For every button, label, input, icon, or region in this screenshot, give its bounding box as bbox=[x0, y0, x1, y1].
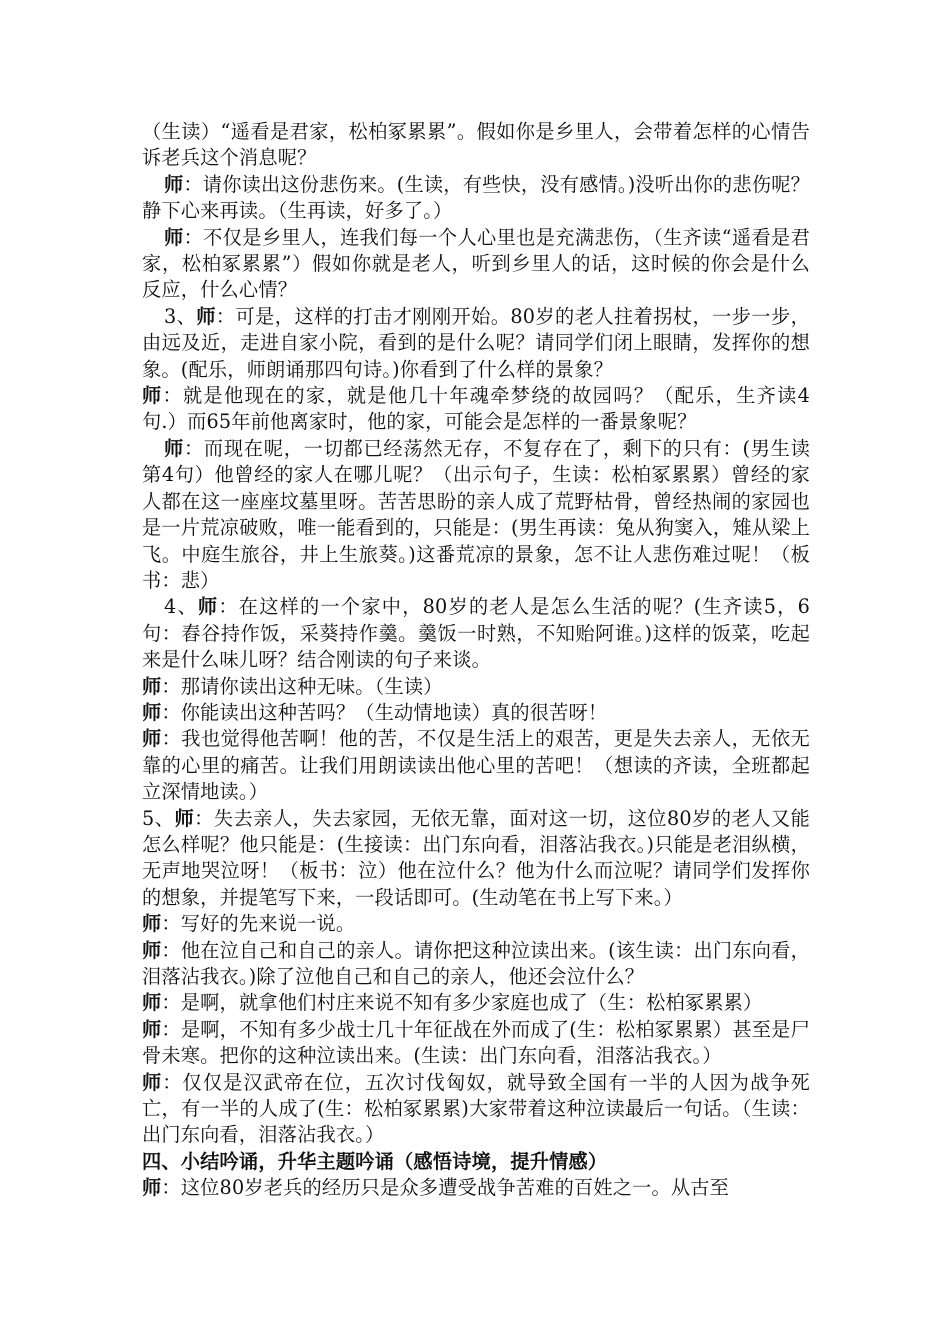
paragraph-text: ：是啊，不知有多少战士几十年征战在外而成了(生：松柏冢累累）甚至是尸骨未寒。把你的这种泣读出来。(生读：出门东向看，泪落沾我衣。） bbox=[142, 1017, 810, 1068]
paragraph-text: ：在这样的一个家中，80岁的老人是怎么生活的呢？(生齐读5，6句：舂谷持作饭，采葵持作羹。羹饭一时熟，不知贻阿谁。)这样的饭菜，吃起来是什么味儿呀？结合刚读的句子来谈。 bbox=[142, 595, 811, 672]
paragraph-text: ：是啊，就拿他们村庄来说不知有多少家庭也成了（生：松柏冢累累） bbox=[161, 991, 763, 1015]
paragraph bbox=[142, 172, 810, 225]
section-heading bbox=[142, 1149, 810, 1175]
paragraph-text: ：可是，这样的打击才刚刚开始。80岁的老人拄着拐杖，一步一步，由远及近，走进自家小院，看到的是什么呢？请同学们闭上眼睛，发挥你的想象。(配乐，师朗诵那四句诗。)你看到了什么样的景象？ bbox=[142, 304, 810, 381]
teacher-label: 师 bbox=[164, 225, 184, 249]
paragraph bbox=[142, 383, 810, 436]
paragraph-text: ：失去亲人，失去家园，无依无靠，面对这一切，这位80岁的老人又能怎么样呢？他只能是：(生接读：出门东向看，泪落沾我衣。)只能是老泪纵横，无声地哭泣呀！（板书：泣）他在泣什么？他为什么而泣呢？请同学们发挥你的想象，并提笔写下来，一段话即可。(生动笔在书上写下来。） bbox=[142, 806, 810, 909]
paragraph-text: ：他在泣自己和自己的亲人。请你把这种泣读出来。(该生读：出门东向看，泪落沾我衣。)除了泣他自己和自己的亲人，他还会泣什么？ bbox=[142, 938, 810, 988]
paragraph bbox=[142, 225, 810, 304]
paragraph bbox=[142, 911, 810, 937]
paragraph-text: ：你能读出这种苦吗？（生动情地读）真的很苦呀！ bbox=[161, 700, 608, 724]
step-number: 4、 bbox=[164, 595, 198, 619]
paragraph bbox=[142, 1017, 810, 1070]
paragraph-text: ：仅仅是汉武帝在位，五次讨伐匈奴，就导致全国有一半的人因为战争死亡，有一半的人成了(生：松柏冢累累)大家带着这种泣读最后一句话。（生读：出门东向看，泪落沾我衣。） bbox=[142, 1070, 811, 1147]
step-number: 5、 bbox=[142, 806, 175, 830]
paragraph bbox=[142, 938, 810, 991]
teacher-label: 师 bbox=[142, 991, 162, 1015]
paragraph-text: ：就是他现在的家，就是他几十年魂牵梦绕的故园吗？（配乐，生齐读4句.）而65年前他离家时，他的家，可能会是怎样的一番景象呢？ bbox=[142, 384, 811, 434]
paragraph bbox=[142, 674, 810, 700]
paragraph bbox=[142, 1070, 810, 1149]
paragraph bbox=[142, 119, 810, 172]
paragraph bbox=[142, 304, 810, 383]
teacher-label: 师 bbox=[142, 1070, 163, 1094]
teacher-label: 师 bbox=[196, 304, 216, 328]
teacher-label: 师 bbox=[142, 674, 162, 698]
paragraph-text: ：不仅是乡里人，连我们每一个人心里也是充满悲伤，（生齐读“遥看是君家，松柏冢累累”）假如你就是老人，听到乡里人的话，这时候的你会是什么反应，什么心情？ bbox=[142, 225, 811, 302]
paragraph-text: ：而现在呢，一切都已经荡然无存，不复存在了，剩下的只有：(男生读第4句）他曾经的家人在哪儿呢？（出示句子，生读：松柏冢累累）曾经的家人都在这一座座坟墓里呀。苦苦思盼的亲人成了荒野枯骨，曾经热闹的家园也是一片荒凉破败，唯一能看到的，只能是：(男生再读：兔从狗窦入，雉从梁上飞。中庭生旅谷，井上生旅葵。)这番荒凉的景象，怎不让人悲伤难过呢！（板书：悲） bbox=[142, 436, 810, 592]
teacher-label: 师 bbox=[142, 1017, 162, 1041]
step-number: 3、 bbox=[164, 304, 197, 328]
paragraph-text: ：请你读出这份悲伤来。(生读，有些快，没有感情。)没听出你的悲伤呢？静下心来再读。（生再读，好多了。） bbox=[142, 172, 811, 223]
paragraph bbox=[142, 806, 810, 912]
document-page bbox=[142, 119, 810, 1202]
teacher-label: 师 bbox=[164, 172, 184, 196]
paragraph bbox=[142, 594, 810, 673]
teacher-label: 师 bbox=[174, 806, 195, 830]
paragraph-text: ：那请你读出这种无味。（生读） bbox=[161, 674, 443, 698]
teacher-label: 师 bbox=[142, 1176, 162, 1200]
teacher-label: 师 bbox=[142, 700, 162, 724]
paragraph bbox=[142, 726, 810, 805]
paragraph-text: （生读）“遥看是君家，松柏冢累累”。假如你是乡里人，会带着怎样的心情告诉老兵这个消息呢？ bbox=[142, 120, 810, 170]
paragraph bbox=[142, 700, 810, 726]
teacher-label: 师 bbox=[142, 384, 163, 408]
teacher-label: 师 bbox=[164, 436, 184, 460]
paragraph bbox=[142, 1175, 810, 1201]
teacher-label: 师 bbox=[197, 595, 219, 619]
section-heading-text: 四、小结吟诵，升华主题吟诵（感悟诗境，提升情感） bbox=[142, 1149, 608, 1173]
paragraph-text: ：我也觉得他苦啊！他的苦，不仅是生活上的艰苦，更是失去亲人，无依无靠的心里的痛苦。让我们用朗读读出他心里的苦吧！（想读的齐读，全班都起立深情地读。） bbox=[142, 727, 810, 804]
teacher-label: 师 bbox=[142, 727, 162, 751]
paragraph-text: ：写好的先来说一说。 bbox=[161, 912, 356, 936]
paragraph-text: ：这位80岁老兵的经历只是众多遭受战争苦难的百姓之一。从古至 bbox=[161, 1176, 730, 1200]
paragraph bbox=[142, 990, 810, 1016]
teacher-label: 师 bbox=[142, 912, 162, 936]
teacher-label: 师 bbox=[142, 938, 162, 962]
paragraph bbox=[142, 436, 810, 594]
